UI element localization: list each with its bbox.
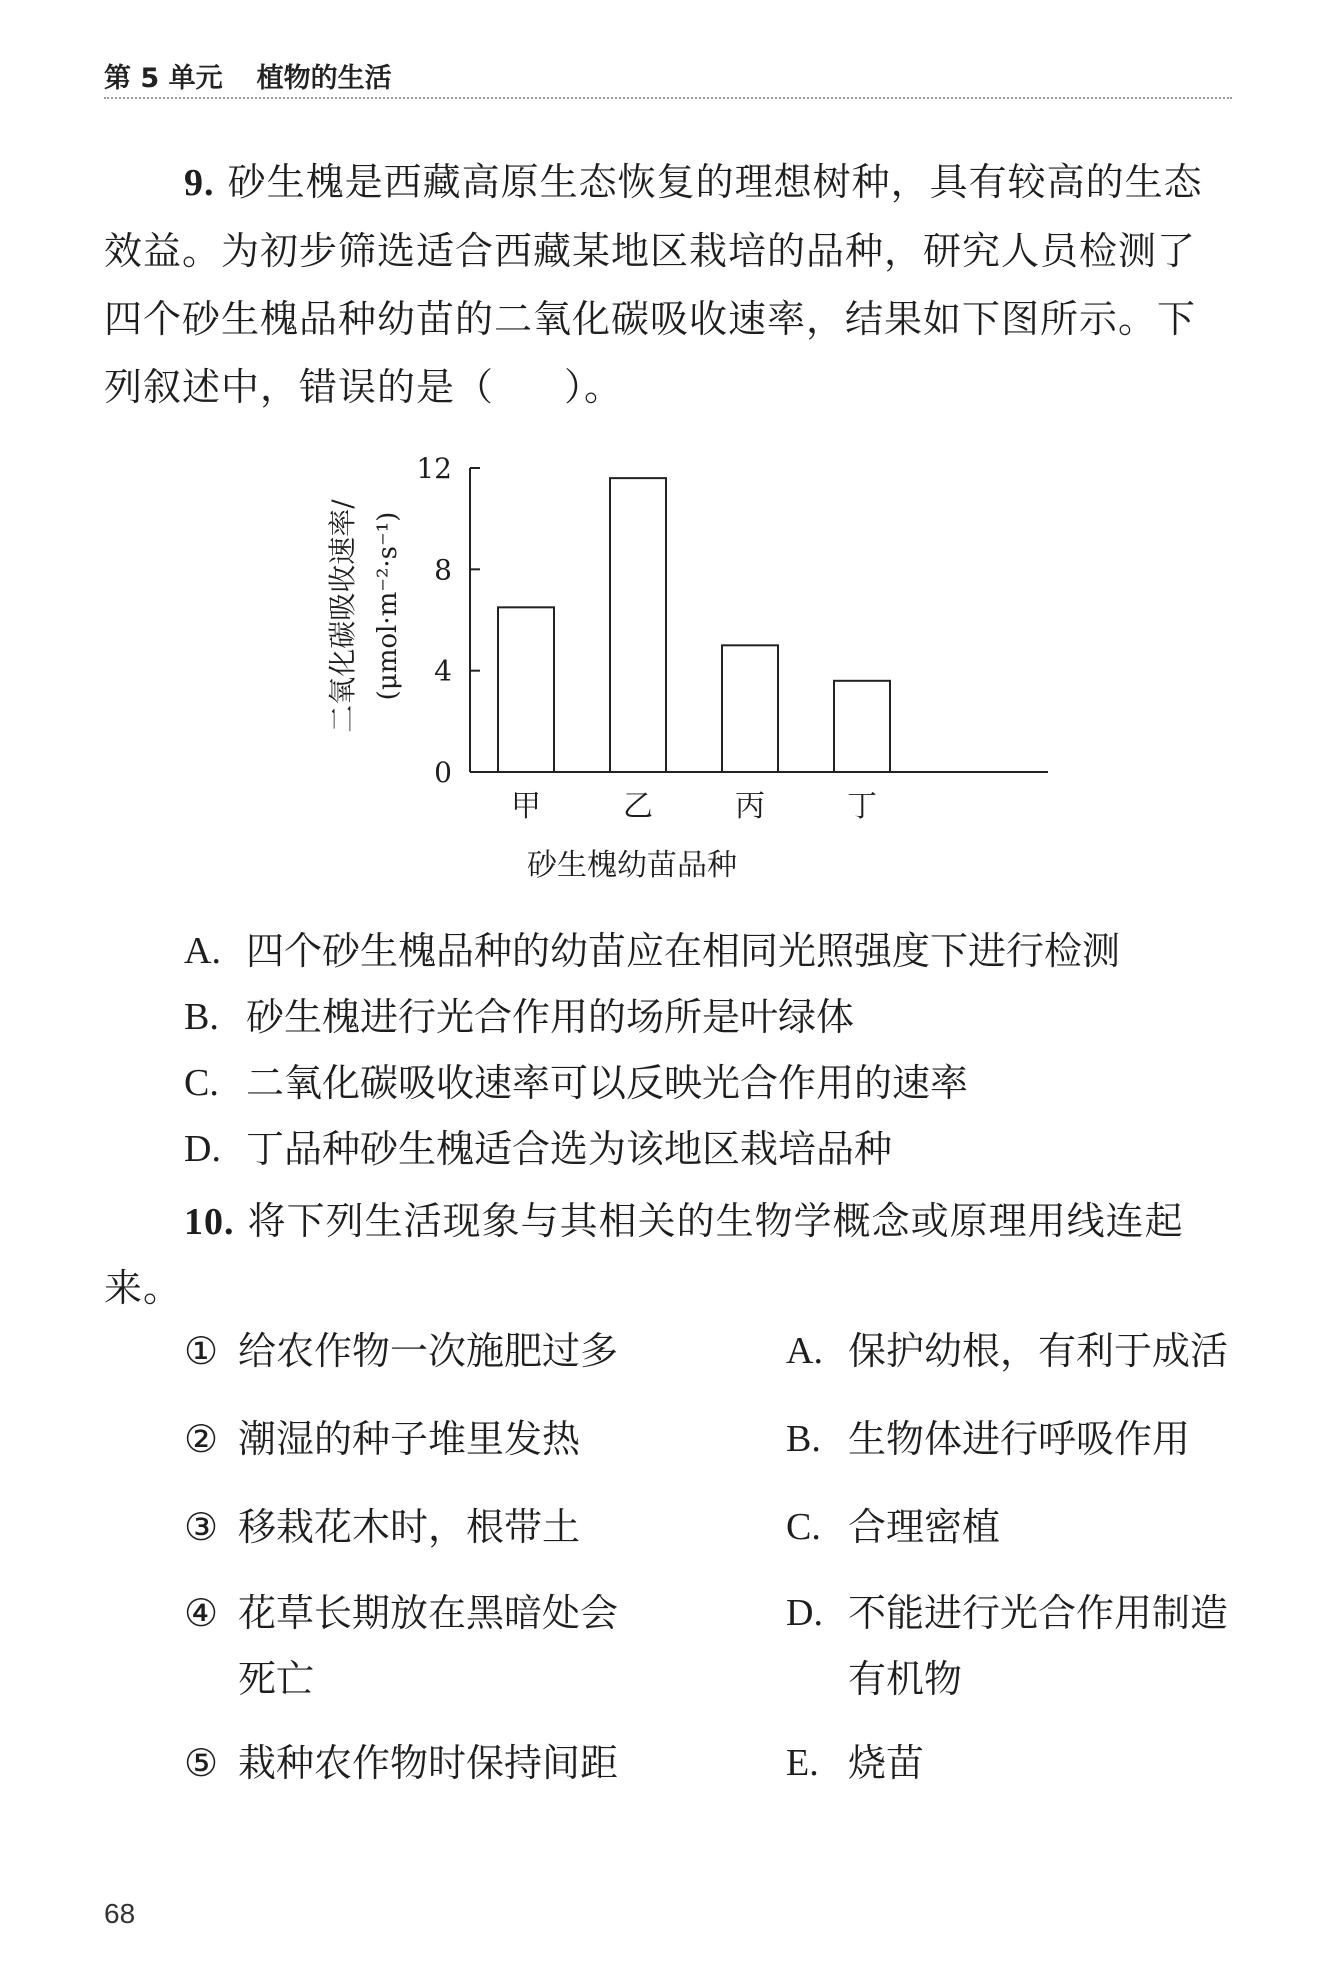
option-text: 丁品种砂生槐适合选为该地区栽培品种 [246,1127,893,1171]
option-text: 砂生槐进行光合作用的场所是叶绿体 [246,995,855,1039]
item-marker: ④ [184,1591,219,1635]
bar-4 [834,681,890,772]
x-axis-label: 砂生槐幼苗品种 [527,848,737,883]
option-letter: B. [184,996,219,1038]
item-text: 潮湿的种子堆里发热 [238,1417,581,1461]
y-tick-label: 4 [434,654,452,688]
phenomenon-3 [184,1494,654,1560]
item-text: 花草长期放在黑暗处会死亡 [238,1591,619,1701]
item-marker: ① [184,1329,219,1373]
option-d [184,1116,1120,1182]
page-number: 68 [104,1898,136,1929]
item-text: 保护幼根，有利于成活 [848,1329,1229,1373]
option-text: 四个砂生槐品种的幼苗应在相同光照强度下进行检测 [246,929,1121,973]
x-category-label: 丙 [735,789,765,824]
x-category-label: 乙 [623,789,653,824]
x-category-label: 丁 [847,789,877,824]
item-marker: E. [786,1742,819,1784]
option-letter: A. [184,930,221,972]
item-marker: ③ [184,1505,219,1549]
question-9-number: 9. [184,162,215,204]
concept-b [786,1406,1246,1472]
bar-1 [498,607,554,772]
concept-e [786,1730,1246,1796]
option-c [184,1050,1120,1116]
option-letter: D. [184,1128,221,1170]
item-text: 栽种农作物时保持间距 [238,1741,619,1785]
item-text: 不能进行光合作用制造有机物 [848,1591,1229,1701]
item-marker: B. [786,1418,821,1460]
item-marker: C. [786,1506,821,1548]
item-text: 给农作物一次施肥过多 [238,1329,619,1373]
header-unit: 第 5 单元 [104,63,223,94]
concept-a [786,1318,1246,1384]
concept-d [786,1580,1246,1712]
phenomenon-1 [184,1318,654,1384]
x-category-label: 甲 [511,789,541,824]
y-tick-label: 12 [416,452,452,485]
item-marker: ② [184,1417,219,1461]
bar-3 [722,645,778,772]
y-tick-label: 8 [434,553,452,587]
option-b [184,984,1120,1050]
bar-2 [610,478,666,772]
y-tick-label: 0 [434,756,452,789]
question-9 [104,148,1234,421]
item-marker: ⑤ [184,1741,219,1785]
item-marker: A. [786,1330,823,1372]
question-9-text: 砂生槐是西藏高原生态恢复的理想树种，具有较高的生态效益。为初步筛选适合西藏某地区栽培的品种，研究人员检测了四个砂生槐品种幼苗的二氧化碳吸收速率，结果如下图所示。下列叙述中，错误的是（ [104,160,1203,409]
y-axis-unit: (μmol·m⁻²·s⁻¹) [373,511,403,701]
question-10-text: 将下列生活现象与其相关的生物学概念或原理用线连起来。 [104,1199,1184,1310]
option-text: 二氧化碳吸收速率可以反映光合作用的速率 [246,1061,969,1105]
phenomenon-4 [184,1580,644,1712]
concept-c [786,1494,1246,1560]
item-text: 烧苗 [848,1741,925,1785]
phenomenon-2 [184,1406,654,1472]
option-a [184,918,1120,984]
question-9-options [184,918,1120,1182]
item-text: 合理密植 [848,1505,1001,1549]
co2-uptake-bar-chart [300,450,877,890]
item-text: 生物体进行呼吸作用 [848,1417,1191,1461]
running-header [104,56,392,95]
header-title: 植物的生活 [256,63,392,94]
phenomenon-5 [184,1730,654,1796]
question-10 [104,1188,1234,1321]
item-marker: D. [786,1592,823,1634]
question-10-number: 10. [184,1201,235,1243]
header-divider [104,97,1232,99]
question-9-text-end: ）。 [564,365,624,409]
option-letter: C. [184,1062,219,1104]
item-text: 移栽花木时，根带土 [238,1505,581,1549]
y-axis-label: 二氧化碳吸收速率/ [326,499,359,733]
